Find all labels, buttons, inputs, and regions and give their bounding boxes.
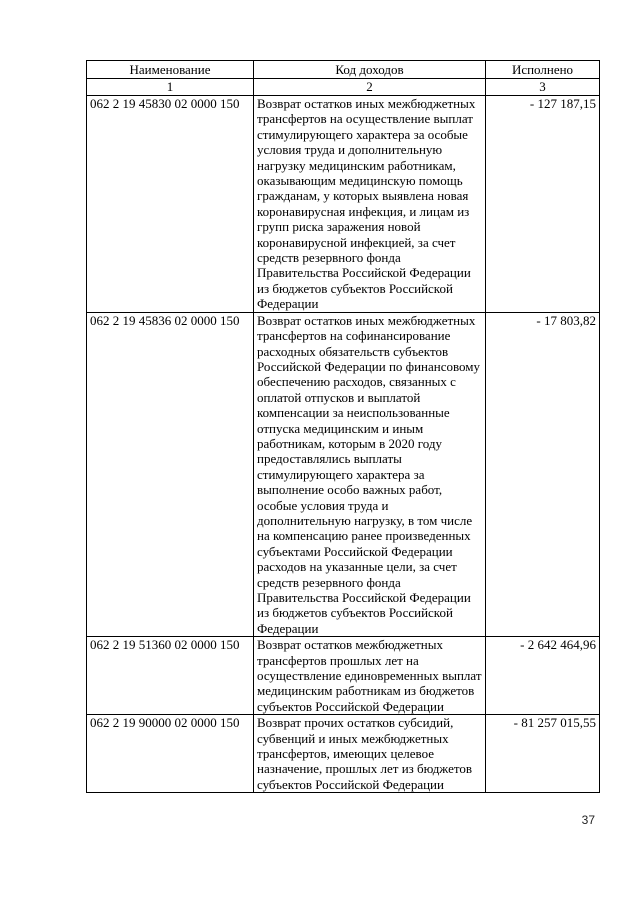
row-code: 062 2 19 45836 02 0000 150 (87, 312, 254, 637)
column-number-row (87, 79, 600, 96)
report-sheet (86, 60, 599, 793)
table-row (87, 637, 600, 715)
page-number: 37 (581, 813, 595, 827)
table-header-row (87, 61, 600, 79)
row-description: Возврат прочих остатков субсидий, субвенций и иных межбюджетных трансфертов, имеющих целевое назначение, прошлых лет из бюджетов субъектов Российской Федерации (254, 715, 486, 793)
row-code: 062 2 19 90000 02 0000 150 (87, 715, 254, 793)
row-description: Возврат остатков иных межбюджетных трансфертов на осуществление выплат стимулирующего характера за особые условия труда и дополнительную нагрузку медицинским работникам, оказывающим медицинскую помощь гражданам, у которых выявлена новая коронавирусная инфекция, и лицам из групп риска заражения новой коронавирусной инфекцией, за счет средств резервного фонда Правительства Российской Федерации из бюджетов субъектов Российской Федерации (254, 96, 486, 313)
column-number-1: 1 (87, 79, 254, 96)
column-header-name: Наименование (87, 61, 254, 79)
column-header-code: Код доходов (254, 61, 486, 79)
row-amount: - 2 642 464,96 (486, 637, 600, 715)
row-code: 062 2 19 51360 02 0000 150 (87, 637, 254, 715)
table-row (87, 96, 600, 313)
table-row (87, 312, 600, 637)
row-amount: - 17 803,82 (486, 312, 600, 637)
row-code: 062 2 19 45830 02 0000 150 (87, 96, 254, 313)
row-amount: - 81 257 015,55 (486, 715, 600, 793)
row-description: Возврат остатков межбюджетных трансфертов прошлых лет на осуществление единовременных выплат медицинским работникам из бюджетов субъектов Российской Федерации (254, 637, 486, 715)
column-number-3: 3 (486, 79, 600, 96)
column-header-executed: Исполнено (486, 61, 600, 79)
revenue-table (86, 60, 600, 793)
table-row (87, 715, 600, 793)
row-amount: - 127 187,15 (486, 96, 600, 313)
row-description: Возврат остатков иных межбюджетных трансфертов на софинансирование расходных обязательств субъектов Российской Федерации по финансовому обеспечению расходов, связанных с оплатой отпусков и выплатой компенсации за неиспользованные отпуска медицинским и иным работникам, которым в 2020 году предоставлялись выплаты стимулирующего характера за выполнение особо важных работ, особые условия труда и дополнительную нагрузку, в том числе на компенсацию ранее произведенных субъектами Российской Федерации расходов на указанные цели, за счет средств резервного фонда Правительства Российской Федерации из бюджетов субъектов Российской Федерации (254, 312, 486, 637)
column-number-2: 2 (254, 79, 486, 96)
